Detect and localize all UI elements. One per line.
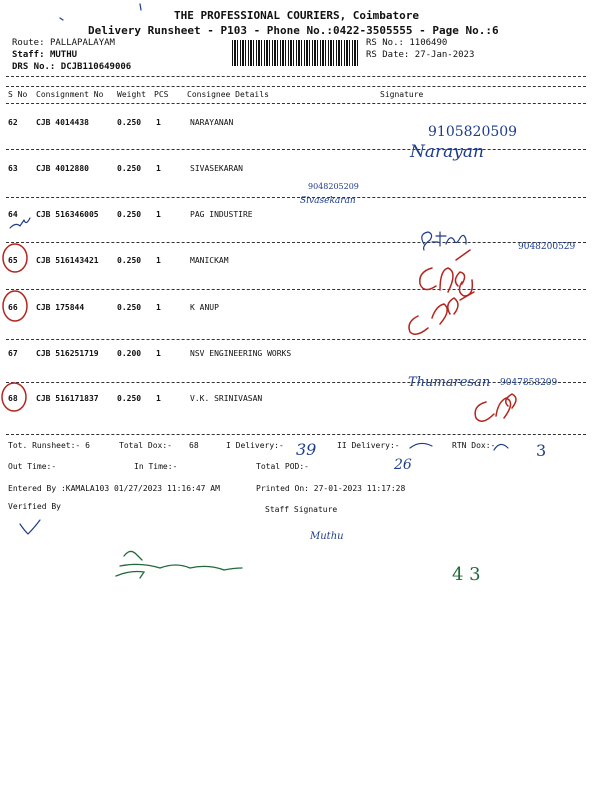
rs-no-label: RS No.:: [366, 38, 404, 48]
row-consignment: CJB 516251719: [36, 349, 99, 358]
row-consignee: NARAYANAN: [190, 118, 234, 127]
row-weight: 0.250: [117, 210, 142, 219]
out-time-label: Out Time:-: [8, 462, 57, 471]
staff-label: Staff:: [12, 50, 45, 60]
col-signature: Signature: [380, 90, 424, 99]
green-margin-note: 4 3: [452, 564, 481, 585]
rtn-dox-label: RTN Dox:-: [452, 441, 496, 450]
signature-phone-63: 9048205209: [308, 182, 359, 191]
signature-phone-64: 9048200529: [518, 242, 576, 252]
green-signature-scrawl: [116, 551, 242, 578]
strike-mark-rtn: [494, 444, 508, 450]
row-consignment: CJB 516171837: [36, 394, 99, 403]
i-delivery-count: 39: [296, 440, 317, 459]
rtn-dox-count: 3: [536, 441, 547, 460]
row-consignment: CJB 516346005: [36, 210, 99, 219]
row-sno: 67: [8, 349, 18, 358]
route-value: PALLAPALAYAM: [49, 38, 115, 48]
signature-scrawl-64: [422, 232, 466, 250]
staff-signature-label: Staff Signature: [265, 505, 338, 514]
row-weight: 0.250: [117, 164, 142, 173]
row-weight: 0.250: [117, 303, 142, 312]
circle-mark-68: [2, 383, 26, 411]
row-pcs: 1: [156, 118, 161, 127]
route-label: Route:: [12, 38, 45, 48]
row-consignee: MANICKAM: [190, 256, 229, 265]
col-weight: Weight: [117, 90, 146, 99]
total-pod-label: Total POD:-: [256, 462, 309, 471]
row-consignee: PAG INDUSTIRE: [190, 210, 253, 219]
col-sno: S No: [8, 90, 28, 99]
row-consignment: CJB 4012880: [36, 164, 89, 173]
i-delivery-label: I Delivery:-: [226, 441, 284, 450]
row-sno: 68: [8, 394, 18, 403]
row-consignment: CJB 516143421: [36, 256, 99, 265]
row-sno: 65: [8, 256, 18, 265]
row-weight: 0.250: [117, 256, 142, 265]
row-consignee: SIVASEKARAN: [190, 164, 243, 173]
circle-mark-65: [3, 244, 27, 272]
margin-tick-mark: [60, 4, 141, 20]
drs-label: DRS No.:: [12, 62, 56, 72]
co-mark-65: [420, 268, 465, 292]
row-sno: 63: [8, 164, 18, 173]
signature-name-68: Thumaresan: [408, 375, 491, 390]
row-consignee: V.K. SRINIVASAN: [190, 394, 263, 403]
col-consignee: Consignee Details: [187, 90, 269, 99]
row-consignment: CJB 4014438: [36, 118, 89, 127]
staff-value: MUTHU: [49, 50, 78, 60]
verified-by-label: Verified By: [8, 502, 61, 511]
ii-delivery-count: 26: [394, 457, 412, 473]
signature-name-63: Sivasekaran: [300, 196, 356, 206]
col-consignment: Consignment No: [36, 90, 104, 99]
tot-runsheet: Tot. Runsheet:- 6: [8, 441, 90, 450]
row-consignee: K ANUP: [190, 303, 219, 312]
co-mark-68: [475, 394, 516, 421]
in-time-label: In Time:-: [134, 462, 178, 471]
row-consignment: CJB 175844: [36, 303, 85, 312]
row-pcs: 1: [156, 256, 161, 265]
signature-phone-62: 9105820509: [428, 124, 518, 140]
col-pcs: PCS: [154, 90, 169, 99]
printed-on: Printed On: 27-01-2023 11:17:28: [256, 484, 406, 493]
rs-date-value: 27-Jan-2023: [414, 50, 475, 60]
staff-signature-scrawl: Muthu: [310, 531, 344, 542]
strike-mark-ii: [410, 443, 432, 448]
row-pcs: 1: [156, 303, 161, 312]
row-pcs: 1: [156, 210, 161, 219]
signature-phone-68: 9047858209: [500, 378, 558, 388]
total-dox-value: 68: [189, 441, 199, 450]
company-title: THE PROFESSIONAL COURIERS, Coimbatore: [174, 9, 420, 22]
row-pcs: 1: [156, 164, 161, 173]
entered-by: Entered By :KAMALA103 01/27/2023 11:16:47 AM: [8, 484, 220, 493]
rs-no-value: 1106490: [409, 38, 448, 48]
row-consignee: NSV ENGINEERING WORKS: [190, 349, 292, 358]
rs-date-label: RS Date:: [366, 50, 410, 60]
ii-delivery-label: II Delivery:-: [337, 441, 400, 450]
row-weight: 0.250: [117, 118, 142, 127]
drs-value: DCJB110649006: [60, 62, 132, 72]
total-dox-label: Total Dox:-: [119, 441, 172, 450]
circle-mark-66: [3, 291, 27, 321]
row-pcs: 1: [156, 394, 161, 403]
row-weight: 0.200: [117, 349, 142, 358]
row-sno: 66: [8, 303, 18, 312]
row-sno: 64: [8, 210, 18, 219]
row-sno: 62: [8, 118, 18, 127]
tick-mark-64: [10, 218, 30, 228]
row-weight: 0.250: [117, 394, 142, 403]
co-mark-66: [409, 292, 474, 334]
row-pcs: 1: [156, 349, 161, 358]
signature-name-62: Narayan: [410, 142, 484, 162]
verified-tick: [20, 520, 40, 534]
runsheet-title: Delivery Runsheet - P103 - Phone No.:0422-3505555 - Page No.:6: [88, 24, 499, 37]
